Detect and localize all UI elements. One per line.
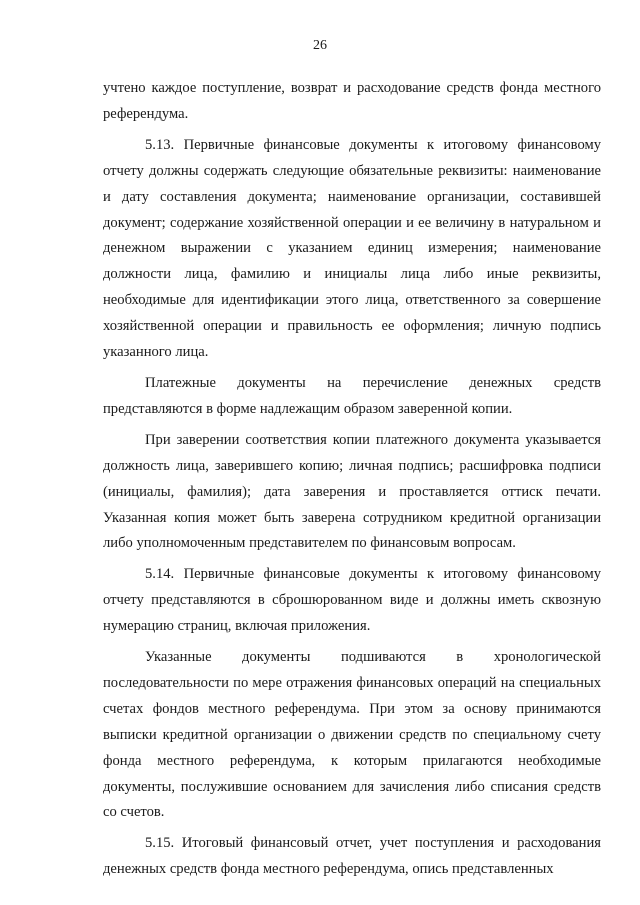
paragraph-5-15: 5.15. Итоговый финансовый отчет, учет поступления и расходования денежных средств фонда местного референдума, опись представленных [103, 835, 601, 878]
paragraph-payment-documents: Платежные документы на перечисление денежных средств представляются в форме надлежащим образом заверенной копии. [103, 374, 601, 417]
page-number: 26 [313, 38, 327, 53]
paragraph-filing-order: Указанные документы подшиваются в хронологической последовательности по мере отражения финансовых операций на специальных счетах фондов местного референдума. При этом за основу принимаются выписки кредитной организации о движении средств по специальному счету фонда местного референдума, к которым прилагаются необходимые документы, послужившие основанием для зачисления либо списания средств со счетов. [103, 649, 601, 821]
document-body [103, 76, 601, 883]
paragraph-copy-certification: При заверении соответствия копии платежного документа указывается должность лица, заверившего копию; личная подпись; расшифровка подписи (инициалы, фамилия); дата заверения и проставляется оттиск печати. Указанная копия может быть заверена сотрудником кредитной организации либо уполномоченным представителем по финансовым вопросам. [103, 431, 601, 552]
paragraph-5-13: 5.13. Первичные финансовые документы к итоговому финансовому отчету должны содержать следующие обязательные реквизиты: наименование и дату составления документа; наименование организации, составившей документ; содержание хозяйственной операции и ее величину в натуральном и денежном выражении с указанием единиц измерения; наименование должности лица, фамилию и инициалы лица либо иные реквизиты, необходимые для идентификации этого лица, ответственного за совершение хозяйственной операции и правильность ее оформления; личную подпись указанного лица. [103, 136, 601, 361]
paragraph-continuation: учтено каждое поступление, возврат и расходование средств фонда местного референдума. [103, 80, 601, 122]
paragraph-5-14: 5.14. Первичные финансовые документы к итоговому финансовому отчету представляются в сброшюрованном виде и должны иметь сквозную нумерацию страниц, включая приложения. [103, 566, 601, 635]
